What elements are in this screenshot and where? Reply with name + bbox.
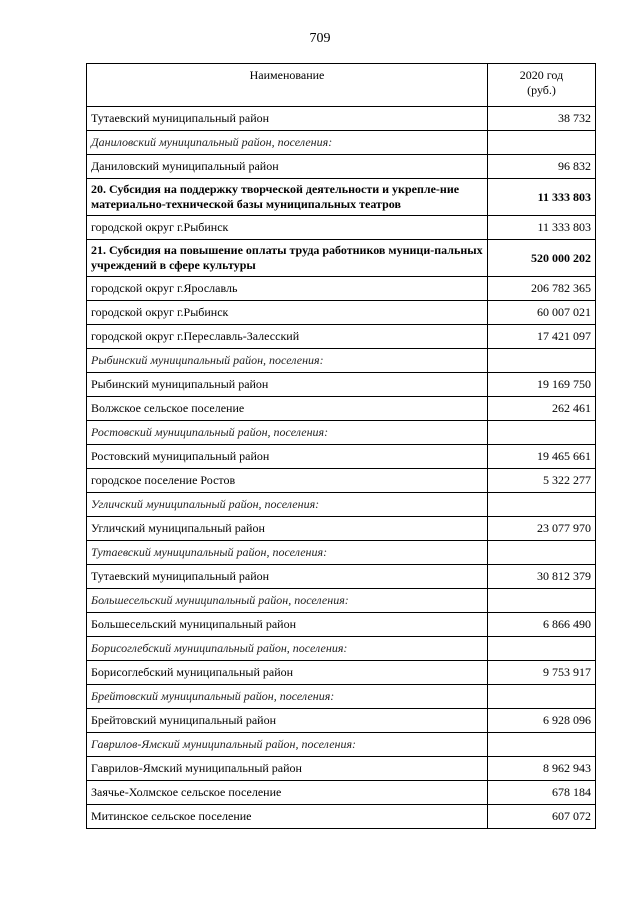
table-body: [87, 107, 596, 829]
row-value: 19 169 750: [488, 373, 596, 397]
page-number: 709: [309, 31, 331, 46]
row-name: городской округ г.Рыбинск: [87, 216, 488, 240]
row-value: 11 333 803: [488, 216, 596, 240]
table-row: [87, 277, 596, 301]
row-value: 8 962 943: [488, 757, 596, 781]
table-row: [87, 107, 596, 131]
row-value: 678 184: [488, 781, 596, 805]
table-row: [87, 155, 596, 179]
row-name: Тутаевский муниципальный район: [87, 107, 488, 131]
row-name: Даниловский муниципальный район: [87, 155, 488, 179]
table-row: [87, 240, 596, 277]
row-name: Даниловский муниципальный район, поселения:: [87, 131, 488, 155]
row-value: [488, 421, 596, 445]
row-value: [488, 685, 596, 709]
row-value: [488, 131, 596, 155]
row-value: [488, 493, 596, 517]
row-name: Тутаевский муниципальный район: [87, 565, 488, 589]
row-name: Большесельский муниципальный район: [87, 613, 488, 637]
column-header-name: Наименование: [87, 64, 488, 107]
table-row: [87, 421, 596, 445]
row-name: Гаврилов-Ямский муниципальный район: [87, 757, 488, 781]
row-name: Брейтовский муниципальный район: [87, 709, 488, 733]
row-value: 60 007 021: [488, 301, 596, 325]
table-row: [87, 757, 596, 781]
column-header-value: 2020 год (руб.): [488, 64, 596, 107]
row-value: [488, 541, 596, 565]
row-name: 21. Субсидия на повышение оплаты труда работников муници-пальных учреждений в сфере культуры: [87, 240, 488, 277]
row-value: 11 333 803: [488, 179, 596, 216]
row-name: Ростовский муниципальный район: [87, 445, 488, 469]
row-name: Ростовский муниципальный район, поселения:: [87, 421, 488, 445]
row-value: 17 421 097: [488, 325, 596, 349]
table-row: [87, 637, 596, 661]
row-value: 5 322 277: [488, 469, 596, 493]
row-name: Борисоглебский муниципальный район: [87, 661, 488, 685]
row-name: Большесельский муниципальный район, поселения:: [87, 589, 488, 613]
table-row: [87, 301, 596, 325]
table-row: [87, 661, 596, 685]
row-name: городской округ г.Переславль-Залесский: [87, 325, 488, 349]
row-value: 38 732: [488, 107, 596, 131]
budget-table: [86, 63, 596, 829]
table-row: [87, 517, 596, 541]
table-row: [87, 709, 596, 733]
table-row: [87, 493, 596, 517]
table-row: [87, 685, 596, 709]
row-value: 6 866 490: [488, 613, 596, 637]
row-value: 23 077 970: [488, 517, 596, 541]
table-row: [87, 179, 596, 216]
row-name: Брейтовский муниципальный район, поселения:: [87, 685, 488, 709]
table-row: [87, 469, 596, 493]
row-value: [488, 637, 596, 661]
row-value: 9 753 917: [488, 661, 596, 685]
row-name: Угличский муниципальный район, поселения:: [87, 493, 488, 517]
table-row: [87, 541, 596, 565]
row-name: Тутаевский муниципальный район, поселения:: [87, 541, 488, 565]
row-name: Заячье-Холмское сельское поселение: [87, 781, 488, 805]
row-name: Рыбинский муниципальный район: [87, 373, 488, 397]
row-value: [488, 349, 596, 373]
table-row: [87, 397, 596, 421]
row-name: 20. Субсидия на поддержку творческой деятельности и укрепле-ние материально-технической базы муниципальных театров: [87, 179, 488, 216]
row-name: Гаврилов-Ямский муниципальный район, поселения:: [87, 733, 488, 757]
table-header-row: [87, 64, 596, 107]
row-name: Борисоглебский муниципальный район, поселения:: [87, 637, 488, 661]
table-row: [87, 613, 596, 637]
table-row: [87, 349, 596, 373]
row-name: Митинское сельское поселение: [87, 805, 488, 829]
row-value: 607 072: [488, 805, 596, 829]
table-row: [87, 733, 596, 757]
table-row: [87, 131, 596, 155]
row-value: 96 832: [488, 155, 596, 179]
row-name: Угличский муниципальный район: [87, 517, 488, 541]
row-value: 30 812 379: [488, 565, 596, 589]
row-value: [488, 589, 596, 613]
table-row: [87, 565, 596, 589]
table-row: [87, 216, 596, 240]
row-value: [488, 733, 596, 757]
row-value: 6 928 096: [488, 709, 596, 733]
row-value: 19 465 661: [488, 445, 596, 469]
table-row: [87, 589, 596, 613]
row-name: городское поселение Ростов: [87, 469, 488, 493]
table-row: [87, 445, 596, 469]
table-row: [87, 805, 596, 829]
table-row: [87, 373, 596, 397]
table-row: [87, 781, 596, 805]
row-name: Рыбинский муниципальный район, поселения:: [87, 349, 488, 373]
row-name: городской округ г.Ярославль: [87, 277, 488, 301]
row-name: Волжское сельское поселение: [87, 397, 488, 421]
row-value: 262 461: [488, 397, 596, 421]
row-value: 520 000 202: [488, 240, 596, 277]
row-value: 206 782 365: [488, 277, 596, 301]
row-name: городской округ г.Рыбинск: [87, 301, 488, 325]
table-row: [87, 325, 596, 349]
